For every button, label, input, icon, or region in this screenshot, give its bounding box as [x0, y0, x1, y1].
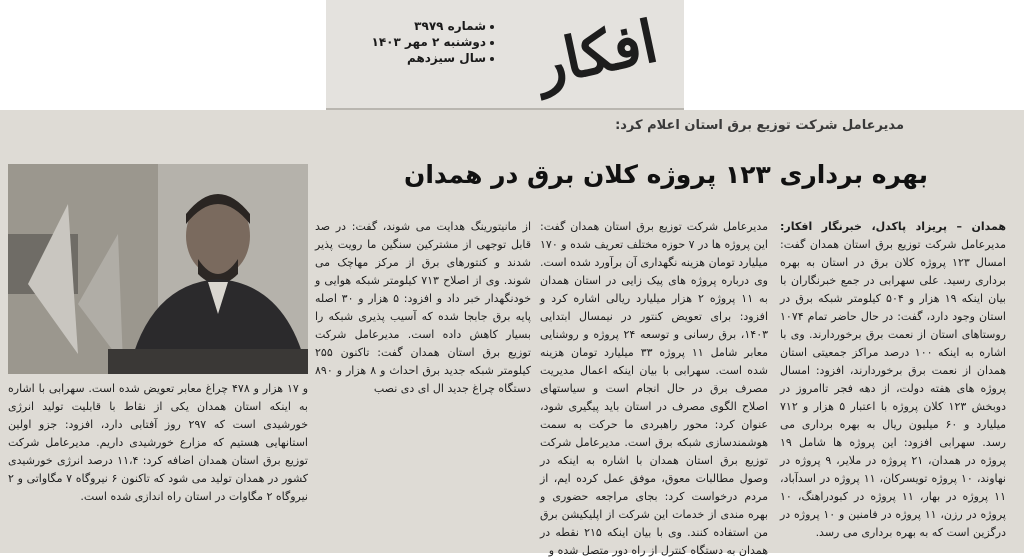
issue-info	[344, 18, 494, 66]
article-column-2	[540, 218, 769, 557]
article-photo	[8, 164, 308, 374]
issue-number: شماره ۳۹۷۹	[414, 19, 486, 33]
issue-date: دوشنبه ۲ مهر ۱۴۰۳	[371, 35, 486, 49]
portrait-photo-icon	[8, 164, 308, 374]
column-4-text: و ۱۷ هزار و ۴۷۸ چراغ معابر تعویض شده است. سهرابی با اشاره به اینکه استان همدان یکی از نقاط با قابلیت تولید انرژی خورشیدی است که ۲۹۷ روز آفتابی دارد، افزود: جزو اولین استانهایی هستیم که مزارع خورشیدی داریم. مدیرعامل شرکت توزیع برق استان همدان اضافه کرد: ۱۱،۴ درصد انرژی خورشیدی کشور در همدان تولید می شود که تاکنون ۶ نیروگاه ۷ مگاواتی و ۲ نیروگاه ۲ مگاوات در استان راه اندازی شده است.	[8, 382, 309, 503]
masthead	[326, 0, 684, 110]
article-column-4	[8, 380, 308, 546]
newspaper-logo	[522, 6, 672, 100]
logo-text: افکار	[530, 7, 664, 99]
article-kicker: مدیرعامل شرکت توزیع برق استان اعلام کرد:	[615, 118, 904, 133]
article-byline: همدان – پریزاد پاکدل، خبرنگار افکار:	[780, 220, 1006, 233]
column-1-text: مدیرعامل شرکت توزیع برق استان همدان گفت: امسال ۱۲۳ پروژه کلان برق در استان به بهره برداری رسید. علی سهرابی در جمع خبرنگاران با بیان اینکه ۱۹ هزار و ۵۰۴ کیلومتر شبکه برق در استان وجود دارد، گفت: در حال حاضر تمام ۱۰۷۴ روستاهای استان از نعمت برق برخوردارند. وی با اشاره به اینکه ۱۰۰ درصد مراکز جمعیتی استان همدان از نعمت برق برخوردارند، افزود: امسال پروژه های هفته دولت، از دهه فجر تاامروز در دوبخش ۱۲۳ کلان پروژه با اعتبار ۵ هزار و ۷۱۲ میلیارد و ۶۰ میلیون ریال به بهره برداری می رسد. سهرابی افزود: این پروژه ها شامل ۱۹ پروژه در همدان، ۲۱ پروژه در ملایر، ۹ پروژه در نهاوند، ۱۰ پروژه تویسرکان، ۱۱ پروژه در اسدآباد، ۱۱ پروژه در بهار، ۱۱ پروژه در کبودراهنگ، ۱۰ پروژه در رزن، ۱۱ پروژه در فامنین و ۱۰ پروژه در درگزین است که به بهره برداری می رسد.	[780, 238, 1007, 539]
issue-year-line	[344, 50, 494, 66]
issue-year: سال سیزدهم	[407, 51, 486, 65]
article-column-1	[780, 218, 1006, 546]
article-headline: بهره برداری ۱۲۳ پروژه کلان برق در همدان	[403, 160, 928, 189]
article-column-3	[315, 218, 531, 546]
column-3-text: از مانیتورینگ هدایت می شوند، گفت: در صد قابل توجهی از مشترکین سنگین ما رویت پذیر شدند و کنتورهای برق از مرکز مهاچک می شوند. وی از اصلاح ۷۱۳ کیلومتر شبکه هوایی و خودنگهدار خبر داد و افزود: ۵ هزار و ۳۰ اصله پایه برق جابجا شده که آسیب پذیری شبکه را بسیار کاهش داده است. مدیرعامل شرکت توزیع برق استان همدان گفت: تاکنون ۲۵۵ کیلومتر شبکه جدید برق احداث و ۸ هزار و ۸۹۰ دستگاه چراغ جدید ال ای دی نصب	[315, 220, 531, 395]
column-2-text: مدیرعامل شرکت توزیع برق استان همدان گفت: این پروژه ها در ۷ حوزه مختلف تعریف شده و ۱۷۰ میلیارد تومان هزینه نگهداری آن برآورد شده است. وی درباره پروژه های پیک زایی در استان همدان به ۱۱ پروژه ۲ هزار میلیارد ریالی اشاره کرد و افزود: برای تعویض کنتور در نیمسال ابتدایی ۱۴۰۳، برق رسانی و توسعه ۲۴ پروژه و روشنایی معابر شامل ۱۱ پروژه ۳۳ میلیارد تومان هزینه شده است. سهرابی با بیان اینکه اعمال مدیریت مصرف برق در حال انجام است و سیاستهای اصلاح الگوی مصرف در استان باید پیگیری شود، عنوان کرد: محور راهبردی ما حرکت به سمت هوشمندسازی شبکه برق است. مدیرعامل شرکت توزیع برق استان همدان با اشاره به اینکه در وصول مطالبات معوق، موفق عمل کرده ایم، از مردم درخواست کرد: بجای مراجعه حضوری و بهره مندی از خدمات این شرکت از اپلیکیشن برق من استفاده کنند. وی با بیان اینکه ۲۱۵ نقطه در همدان به دستگاه کنترل از راه دور متصل شده و	[540, 220, 769, 557]
issue-date-line	[344, 34, 494, 50]
issue-number-line	[344, 18, 494, 34]
